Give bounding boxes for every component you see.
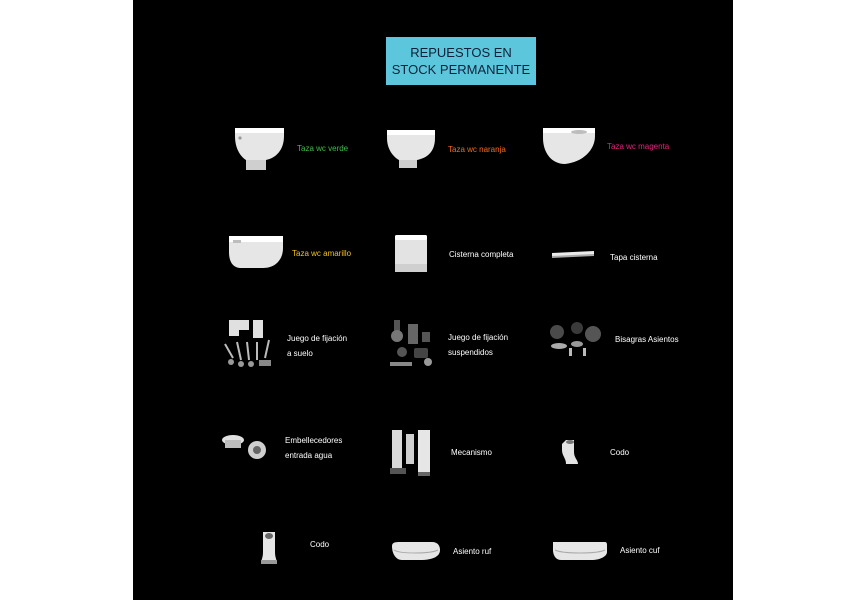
label-line: Taza wc verde [297,144,349,153]
label-line: entrada agua [285,451,333,460]
product-label [287,331,347,361]
banner-line-1: REPUESTOS EN [410,45,512,60]
label-line: Taza wc amarillo [292,249,352,258]
label-line: Juego de fijación [448,333,509,342]
label-line: Bisagras Asientos [615,335,679,344]
banner-line-2: STOCK PERMANENTE [391,62,531,77]
product-label [607,139,669,154]
water-inlet-cap-icon [221,430,269,462]
product-label [297,141,348,156]
elbow-pipe-icon [560,438,580,466]
toilet-bowl-icon [232,124,288,172]
product-label [285,433,342,463]
product-label [620,543,660,558]
elbow-pipe-icon [259,530,279,566]
label-line: Asiento ruf [453,547,492,556]
product-label [453,544,491,559]
product-label [292,246,351,261]
product-label [448,142,506,157]
label-line: Cisterna completa [449,250,514,259]
label-line: Codo [610,448,630,457]
cistern-icon [394,234,428,274]
label-line: suspendidos [448,348,493,357]
square-toilet-icon [227,232,285,272]
toilet-seat-icon [390,540,442,562]
product-label [610,445,629,460]
label-line: a suelo [287,349,313,358]
label-line: Taza wc naranja [448,145,506,154]
label-line: Taza wc magenta [607,142,670,151]
cistern-lid-icon [551,249,595,259]
label-line: Codo [310,540,330,549]
product-label [451,445,492,460]
product-label [310,537,329,552]
label-line: Juego de fijación [287,334,348,343]
toilet-seat-square-icon [551,538,609,562]
toilet-bowl-icon [385,126,439,170]
catalog-panel [133,0,733,600]
label-line: Embellecedores [285,436,343,445]
seat-hinges-icon [547,320,605,356]
banner [386,37,536,85]
product-label [610,250,658,265]
product-label [449,247,513,262]
product-label [615,332,679,347]
label-line: Tapa cisterna [610,253,658,262]
suspended-fixing-kit-icon [388,318,438,370]
label-line: Mecanismo [451,448,492,457]
product-label [448,330,508,360]
flush-mechanism-icon [388,428,436,478]
wall-hung-toilet-icon [541,126,597,166]
label-line: Asiento cuf [620,546,660,555]
floor-fixing-kit-icon [221,318,281,370]
